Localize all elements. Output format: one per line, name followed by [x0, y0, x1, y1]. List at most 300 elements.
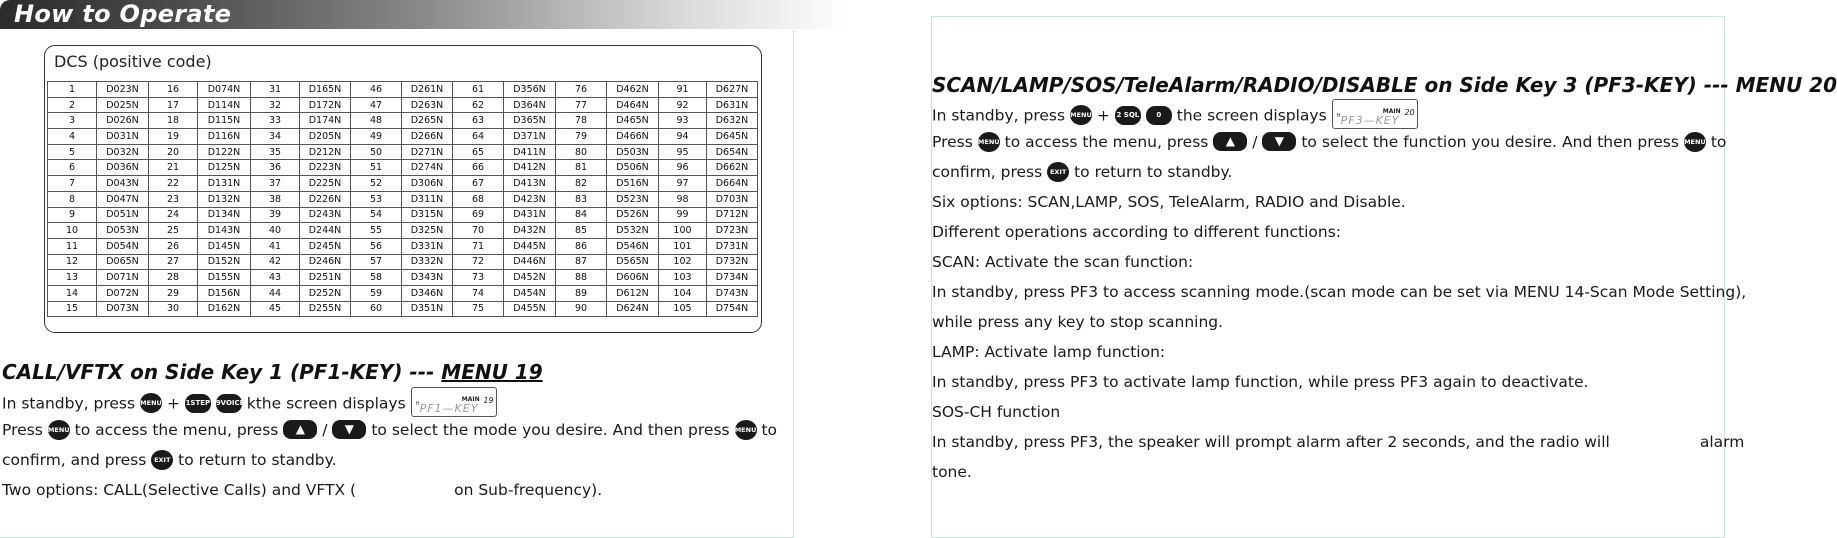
code-index-cell: 103 — [659, 270, 707, 286]
dcs-code-cell: D432N — [504, 223, 556, 239]
table-row — [48, 207, 758, 223]
plus-sign: + — [1096, 106, 1110, 125]
dcs-code-cell: D265N — [402, 113, 453, 129]
code-index-cell: 5 — [48, 144, 97, 160]
down-arrow-key-icon: ▼ — [332, 420, 366, 439]
dcs-code-cell: D325N — [402, 223, 453, 239]
menu-key-icon: MENU — [735, 420, 757, 440]
dcs-code-cell: D516N — [607, 176, 659, 192]
code-index-cell: 71 — [453, 238, 504, 254]
dcs-code-cell: D134N — [198, 207, 251, 223]
dcs-code-cell: D246N — [300, 254, 351, 270]
code-index-cell: 1 — [48, 82, 97, 98]
dcs-code-cell: D462N — [607, 82, 659, 98]
pf1-l4-a: Two options: CALL(Selective Calls) and VFTX ( — [2, 481, 357, 499]
dcs-code-cell: D446N — [504, 254, 556, 270]
dcs-code-cell: D051N — [97, 207, 149, 223]
pf1-line-4 — [2, 479, 602, 501]
code-index-cell: 72 — [453, 254, 504, 270]
dcs-code-cell: D023N — [97, 82, 149, 98]
dcs-code-cell: D454N — [504, 285, 556, 301]
dcs-code-cell: D703N — [707, 191, 758, 207]
code-index-cell: 81 — [556, 160, 607, 176]
code-index-cell: 52 — [351, 176, 402, 192]
dcs-code-cell: D546N — [607, 238, 659, 254]
dcs-code-cell: D732N — [707, 254, 758, 270]
code-index-cell: 14 — [48, 285, 97, 301]
plus-sign: + — [166, 394, 180, 413]
code-index-cell: 2 — [48, 97, 97, 113]
lcd-h-label: H — [1336, 113, 1341, 119]
code-index-cell: 11 — [48, 238, 97, 254]
table-row — [48, 254, 758, 270]
dcs-code-cell: D606N — [607, 270, 659, 286]
menu-key-icon: MENU — [1070, 105, 1092, 125]
pf3-l12-a: In standby, press PF3, the speaker will prompt alarm after 2 seconds, and the radio will — [932, 433, 1610, 451]
dcs-code-cell: D654N — [707, 144, 758, 160]
code-index-cell: 70 — [453, 223, 504, 239]
lcd-text: PF1—KEY — [419, 402, 479, 415]
code-index-cell: 84 — [556, 207, 607, 223]
lcd-main-label: MAIN — [1382, 108, 1401, 115]
code-index-cell: 20 — [149, 144, 198, 160]
pf3-line-5: Different operations according to different functions: — [932, 223, 1341, 241]
dcs-code-cell: D072N — [97, 285, 149, 301]
dcs-code-cell: D026N — [97, 113, 149, 129]
code-index-cell: 89 — [556, 285, 607, 301]
slash: / — [322, 421, 328, 439]
dcs-code-cell: D212N — [300, 144, 351, 160]
code-index-cell: 6 — [48, 160, 97, 176]
code-index-cell: 73 — [453, 270, 504, 286]
code-index-cell: 48 — [351, 113, 402, 129]
code-index-cell: 16 — [149, 82, 198, 98]
table-row — [48, 144, 758, 160]
pf1-heading-menu: MENU 19 — [441, 360, 543, 384]
pf3-l12-b: alarm — [1699, 433, 1745, 451]
code-index-cell: 68 — [453, 191, 504, 207]
pf3-line-11: SOS-CH function — [932, 403, 1061, 421]
table-row — [48, 113, 758, 129]
dcs-code-cell: D261N — [402, 82, 453, 98]
dcs-code-cell: D464N — [607, 97, 659, 113]
code-index-cell: 87 — [556, 254, 607, 270]
pf3-l1-a: In standby, press — [932, 106, 1066, 125]
pf3-l2-c: to select the function you desire. And then press — [1301, 133, 1679, 151]
menu-key-icon: MENU — [1684, 132, 1706, 152]
dcs-code-cell: D125N — [198, 160, 251, 176]
up-arrow-key-icon: ▲ — [1213, 132, 1247, 151]
code-index-cell: 53 — [351, 191, 402, 207]
dcs-code-cell: D162N — [198, 301, 251, 317]
dcs-code-cell: D365N — [504, 113, 556, 129]
dcs-code-cell: D423N — [504, 191, 556, 207]
lcd-menu-number: 19 — [483, 396, 494, 405]
dcs-code-cell: D245N — [300, 238, 351, 254]
code-index-cell: 29 — [149, 285, 198, 301]
code-index-cell: 32 — [251, 97, 300, 113]
code-index-cell: 64 — [453, 129, 504, 145]
dcs-code-cell: D172N — [300, 97, 351, 113]
code-index-cell: 61 — [453, 82, 504, 98]
page-title: How to Operate — [14, 0, 232, 28]
dcs-code-cell: D252N — [300, 285, 351, 301]
code-index-cell: 91 — [659, 82, 707, 98]
code-index-cell: 66 — [453, 160, 504, 176]
code-index-cell: 26 — [149, 238, 198, 254]
code-index-cell: 100 — [659, 223, 707, 239]
code-index-cell: 45 — [251, 301, 300, 317]
dcs-code-cell: D413N — [504, 176, 556, 192]
dcs-code-cell: D145N — [198, 238, 251, 254]
dcs-code-cell: D255N — [300, 301, 351, 317]
pf1-lcd-display — [411, 387, 497, 417]
dcs-code-cell: D465N — [607, 113, 659, 129]
code-index-cell: 83 — [556, 191, 607, 207]
code-index-cell: 24 — [149, 207, 198, 223]
table-row — [48, 97, 758, 113]
pf1-heading-text: CALL/VFTX on Side Key 1 (PF1-KEY) --- — [2, 360, 442, 384]
code-index-cell: 39 — [251, 207, 300, 223]
dcs-code-cell: D723N — [707, 223, 758, 239]
key-1-step-icon: 1STEP — [185, 394, 211, 413]
table-row — [48, 285, 758, 301]
pf1-l4-b: on Sub-frequency). — [454, 481, 603, 499]
dcs-code-cell: D624N — [607, 301, 659, 317]
code-index-cell: 97 — [659, 176, 707, 192]
dcs-code-cell: D271N — [402, 144, 453, 160]
code-index-cell: 31 — [251, 82, 300, 98]
exit-key-icon: EXIT — [151, 450, 173, 470]
code-index-cell: 88 — [556, 270, 607, 286]
pf1-line-2 — [2, 419, 777, 441]
pf3-line-1 — [932, 101, 1418, 131]
code-index-cell: 33 — [251, 113, 300, 129]
code-index-cell: 60 — [351, 301, 402, 317]
code-index-cell: 56 — [351, 238, 402, 254]
dcs-code-cell: D143N — [198, 223, 251, 239]
dcs-code-cell: D346N — [402, 285, 453, 301]
pf1-l1-a: In standby, press — [2, 394, 136, 413]
pf3-l2-b: to access the menu, press — [1004, 133, 1209, 151]
code-index-cell: 44 — [251, 285, 300, 301]
code-index-cell: 15 — [48, 301, 97, 317]
table-row — [48, 82, 758, 98]
pf3-line-9: LAMP: Activate lamp function: — [932, 343, 1166, 361]
code-index-cell: 99 — [659, 207, 707, 223]
dcs-code-cell: D244N — [300, 223, 351, 239]
dcs-code-cell: D565N — [607, 254, 659, 270]
pf1-line-1 — [2, 389, 497, 419]
dcs-code-cell: D054N — [97, 238, 149, 254]
pf3-l2-d: to — [1710, 133, 1727, 151]
pf3-lcd-display — [1332, 99, 1418, 129]
dcs-code-cell: D311N — [402, 191, 453, 207]
code-index-cell: 12 — [48, 254, 97, 270]
dcs-code-cell: D053N — [97, 223, 149, 239]
pf3-l3-a: confirm, press — [932, 163, 1043, 181]
code-index-cell: 92 — [659, 97, 707, 113]
key-2-sql-icon: 2 SQL — [1115, 106, 1141, 125]
table-row — [48, 223, 758, 239]
code-index-cell: 95 — [659, 144, 707, 160]
dcs-code-cell: D632N — [707, 113, 758, 129]
exit-key-icon: EXIT — [1047, 162, 1069, 182]
code-index-cell: 62 — [453, 97, 504, 113]
dcs-code-cell: D506N — [607, 160, 659, 176]
slash: / — [1252, 133, 1258, 151]
table-row — [48, 191, 758, 207]
pf3-l1-b: the screen displays — [1176, 106, 1327, 125]
code-index-cell: 42 — [251, 254, 300, 270]
dcs-code-cell: D155N — [198, 270, 251, 286]
pf3-line-7: In standby, press PF3 to access scanning mode.(scan mode can be set via MENU 14-Scan Mode Setting), — [932, 283, 1747, 301]
code-index-cell: 77 — [556, 97, 607, 113]
dcs-code-cell: D411N — [504, 144, 556, 160]
dcs-code-table — [47, 81, 758, 317]
dcs-code-cell: D274N — [402, 160, 453, 176]
code-index-cell: 104 — [659, 285, 707, 301]
code-index-cell: 50 — [351, 144, 402, 160]
pf3-line-13: tone. — [932, 463, 972, 481]
code-index-cell: 8 — [48, 191, 97, 207]
code-index-cell: 80 — [556, 144, 607, 160]
dcs-code-cell: D364N — [504, 97, 556, 113]
code-index-cell: 94 — [659, 129, 707, 145]
pf3-heading: SCAN/LAMP/SOS/TeleAlarm/RADIO/DISABLE on Side Key 3 (PF3-KEY) --- MENU 20 — [932, 73, 1837, 97]
dcs-code-cell: D225N — [300, 176, 351, 192]
dcs-code-cell: D165N — [300, 82, 351, 98]
dcs-code-cell: D754N — [707, 301, 758, 317]
dcs-code-cell: D712N — [707, 207, 758, 223]
code-index-cell: 59 — [351, 285, 402, 301]
dcs-code-cell: D025N — [97, 97, 149, 113]
code-index-cell: 105 — [659, 301, 707, 317]
code-index-cell: 93 — [659, 113, 707, 129]
dcs-code-cell: D251N — [300, 270, 351, 286]
code-index-cell: 98 — [659, 191, 707, 207]
dcs-code-cell: D351N — [402, 301, 453, 317]
code-index-cell: 65 — [453, 144, 504, 160]
dcs-code-cell: D631N — [707, 97, 758, 113]
dcs-code-cell: D116N — [198, 129, 251, 145]
code-index-cell: 102 — [659, 254, 707, 270]
dcs-code-cell: D156N — [198, 285, 251, 301]
dcs-code-cell: D115N — [198, 113, 251, 129]
code-index-cell: 74 — [453, 285, 504, 301]
dcs-code-cell: D526N — [607, 207, 659, 223]
key-0-icon: 0 — [1146, 106, 1172, 125]
dcs-code-cell: D503N — [607, 144, 659, 160]
dcs-code-cell: D114N — [198, 97, 251, 113]
code-index-cell: 67 — [453, 176, 504, 192]
code-index-cell: 57 — [351, 254, 402, 270]
menu-key-icon: MENU — [978, 132, 1000, 152]
dcs-code-cell: D331N — [402, 238, 453, 254]
pf1-l3-b: to return to standby. — [178, 451, 337, 469]
table-row — [48, 270, 758, 286]
dcs-code-cell: D131N — [198, 176, 251, 192]
dcs-code-cell: D205N — [300, 129, 351, 145]
code-index-cell: 7 — [48, 176, 97, 192]
dcs-code-cell: D455N — [504, 301, 556, 317]
dcs-code-cell: D065N — [97, 254, 149, 270]
dcs-code-cell: D664N — [707, 176, 758, 192]
code-index-cell: 96 — [659, 160, 707, 176]
table-row — [48, 238, 758, 254]
dcs-code-cell: D734N — [707, 270, 758, 286]
dcs-code-cell: D047N — [97, 191, 149, 207]
code-index-cell: 36 — [251, 160, 300, 176]
code-index-cell: 21 — [149, 160, 198, 176]
code-index-cell: 86 — [556, 238, 607, 254]
code-index-cell: 63 — [453, 113, 504, 129]
dcs-code-cell: D466N — [607, 129, 659, 145]
code-index-cell: 78 — [556, 113, 607, 129]
dcs-code-cell: D445N — [504, 238, 556, 254]
dcs-code-cell: D031N — [97, 129, 149, 145]
code-index-cell: 9 — [48, 207, 97, 223]
pf1-l2-c: to select the mode you desire. And then press — [371, 421, 730, 439]
menu-key-icon: MENU — [140, 393, 162, 413]
menu-key-icon: MENU — [48, 420, 70, 440]
dcs-code-cell: D071N — [97, 270, 149, 286]
code-index-cell: 34 — [251, 129, 300, 145]
pf1-l1-b: kthe screen displays — [246, 394, 406, 413]
dcs-code-cell: D152N — [198, 254, 251, 270]
pf3-line-2 — [932, 131, 1726, 153]
dcs-code-cell: D743N — [707, 285, 758, 301]
pf1-l2-a: Press — [2, 421, 43, 439]
dcs-code-cell: D431N — [504, 207, 556, 223]
dcs-code-cell: D662N — [707, 160, 758, 176]
code-index-cell: 79 — [556, 129, 607, 145]
dcs-code-cell: D226N — [300, 191, 351, 207]
code-index-cell: 55 — [351, 223, 402, 239]
table-row — [48, 129, 758, 145]
dcs-code-cell: D452N — [504, 270, 556, 286]
dcs-code-cell: D315N — [402, 207, 453, 223]
pf3-line-6: SCAN: Activate the scan function: — [932, 253, 1194, 271]
pf1-l3-a: confirm, and press — [2, 451, 147, 469]
pf3-l2-a: Press — [932, 133, 973, 151]
code-index-cell: 43 — [251, 270, 300, 286]
code-index-cell: 4 — [48, 129, 97, 145]
code-index-cell: 47 — [351, 97, 402, 113]
dcs-code-cell: D332N — [402, 254, 453, 270]
code-index-cell: 41 — [251, 238, 300, 254]
pf3-line-4: Six options: SCAN,LAMP, SOS, TeleAlarm, RADIO and Disable. — [932, 193, 1406, 211]
code-index-cell: 85 — [556, 223, 607, 239]
code-index-cell: 38 — [251, 191, 300, 207]
table-row — [48, 301, 758, 317]
code-index-cell: 40 — [251, 223, 300, 239]
key-9-voice-icon: 9VOICE — [216, 394, 242, 413]
dcs-code-cell: D223N — [300, 160, 351, 176]
dcs-code-cell: D645N — [707, 129, 758, 145]
dcs-code-cell: D266N — [402, 129, 453, 145]
up-arrow-key-icon: ▲ — [283, 420, 317, 439]
dcs-code-cell: D731N — [707, 238, 758, 254]
pf3-line-3 — [932, 161, 1232, 183]
dcs-code-cell: D073N — [97, 301, 149, 317]
code-index-cell: 49 — [351, 129, 402, 145]
pf3-l3-b: to return to standby. — [1074, 163, 1233, 181]
code-index-cell: 30 — [149, 301, 198, 317]
code-index-cell: 17 — [149, 97, 198, 113]
code-index-cell: 23 — [149, 191, 198, 207]
down-arrow-key-icon: ▼ — [1262, 132, 1296, 151]
code-index-cell: 28 — [149, 270, 198, 286]
dcs-code-cell: D074N — [198, 82, 251, 98]
dcs-code-cell: D371N — [504, 129, 556, 145]
code-index-cell: 51 — [351, 160, 402, 176]
pf3-line-8: while press any key to stop scanning. — [932, 313, 1224, 331]
dcs-code-cell: D122N — [198, 144, 251, 160]
dcs-code-cell: D627N — [707, 82, 758, 98]
code-index-cell: 37 — [251, 176, 300, 192]
code-index-cell: 58 — [351, 270, 402, 286]
table-row — [48, 176, 758, 192]
dcs-code-cell: D343N — [402, 270, 453, 286]
dcs-code-cell: D263N — [402, 97, 453, 113]
lcd-main-label: MAIN — [461, 396, 480, 403]
code-index-cell: 46 — [351, 82, 402, 98]
code-index-cell: 25 — [149, 223, 198, 239]
table-row — [48, 160, 758, 176]
dcs-code-cell: D532N — [607, 223, 659, 239]
dcs-code-cell: D612N — [607, 285, 659, 301]
dcs-code-cell: D036N — [97, 160, 149, 176]
dcs-code-cell: D356N — [504, 82, 556, 98]
pf3-line-12 — [932, 431, 1744, 453]
code-index-cell: 35 — [251, 144, 300, 160]
pf1-line-3 — [2, 449, 337, 471]
pf1-heading — [2, 360, 543, 384]
code-index-cell: 10 — [48, 223, 97, 239]
lcd-h-label: H — [415, 401, 420, 407]
code-index-cell: 3 — [48, 113, 97, 129]
header-banner — [0, 0, 850, 29]
lcd-menu-number: 20 — [1404, 108, 1415, 117]
dcs-code-cell: D243N — [300, 207, 351, 223]
code-index-cell: 54 — [351, 207, 402, 223]
dcs-code-cell: D306N — [402, 176, 453, 192]
pf1-l2-d: to — [761, 421, 778, 439]
dcs-table-title: DCS (positive code) — [54, 52, 212, 71]
code-index-cell: 76 — [556, 82, 607, 98]
code-index-cell: 18 — [149, 113, 198, 129]
code-index-cell: 90 — [556, 301, 607, 317]
dcs-code-cell: D043N — [97, 176, 149, 192]
code-index-cell: 22 — [149, 176, 198, 192]
dcs-code-cell: D523N — [607, 191, 659, 207]
dcs-code-cell: D132N — [198, 191, 251, 207]
code-index-cell: 13 — [48, 270, 97, 286]
pf3-line-10: In standby, press PF3 to activate lamp function, while press PF3 again to deactivate. — [932, 373, 1589, 391]
code-index-cell: 69 — [453, 207, 504, 223]
dcs-code-cell: D174N — [300, 113, 351, 129]
code-index-cell: 75 — [453, 301, 504, 317]
dcs-table-box — [44, 45, 762, 333]
dcs-code-cell: D032N — [97, 144, 149, 160]
lcd-text: PF3—KEY — [1340, 114, 1400, 127]
pf1-l2-b: to access the menu, press — [74, 421, 279, 439]
dcs-code-cell: D412N — [504, 160, 556, 176]
code-index-cell: 27 — [149, 254, 198, 270]
code-index-cell: 19 — [149, 129, 198, 145]
code-index-cell: 82 — [556, 176, 607, 192]
